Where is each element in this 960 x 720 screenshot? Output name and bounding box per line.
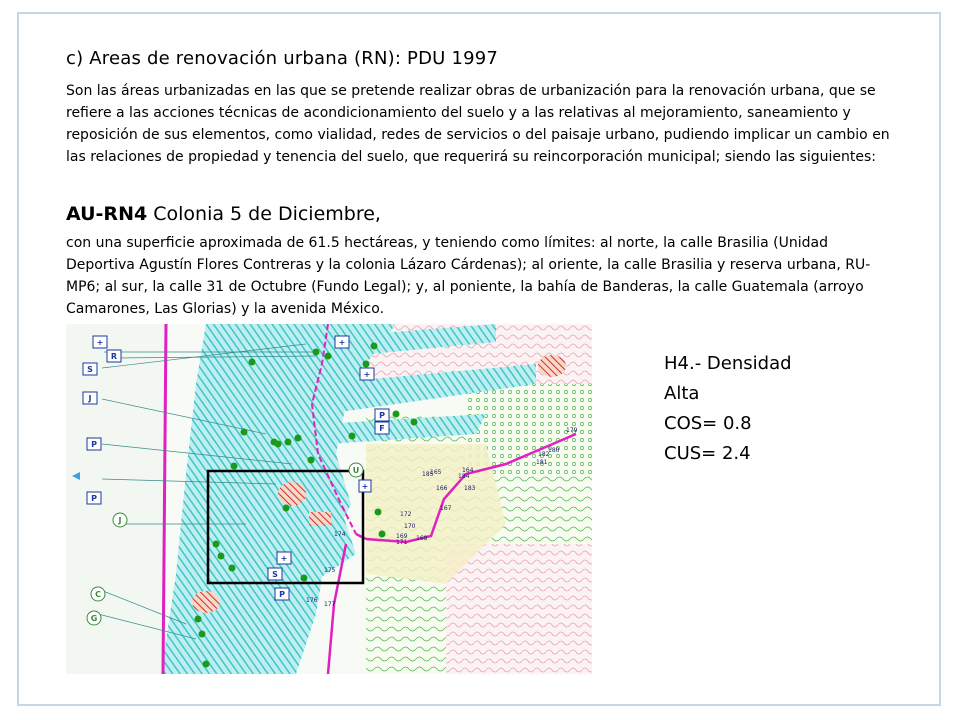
symbol-p-4 — [275, 588, 289, 600]
hatch-lot-4 — [538, 355, 566, 377]
lot-number-label: 183 — [464, 485, 476, 492]
lot-number-label: 180 — [548, 447, 560, 454]
symbol-p-1 — [87, 438, 101, 450]
svg-text:U: U — [352, 466, 360, 475]
renovation-description: Son las áreas urbanizadas en las que se pretende realizar obras de urbanización para la renovación urbana, que se refiere a las acciones técnicas de acondicionamiento del suelo y a las relativas al mejoramiento, saneamiento y reposición de sus elementos, como vialidad, redes de servicios o del paisaje urbano, pudiendo implicar un cambio en las relaciones de propiedad y tenencia del suelo, que requerirá su reincorporación municipal; siendo las siguientes: — [66, 83, 890, 165]
lot-number-label: 165 — [430, 469, 442, 476]
lot-number-label: 175 — [324, 567, 336, 574]
svg-text:P: P — [279, 590, 285, 599]
lot-number-label: 169 — [396, 533, 408, 540]
symbol-s-1 — [83, 363, 97, 375]
lot-number-label: 179 — [566, 427, 578, 434]
lot-number-label: 171 — [396, 539, 408, 546]
hill-terrain — [446, 544, 592, 674]
svg-text:+: + — [361, 482, 369, 491]
symbol-plus-5 — [277, 552, 291, 564]
density-level: Alta — [664, 383, 700, 404]
svg-text:S: S — [87, 365, 93, 374]
svg-text:C: C — [95, 590, 101, 599]
section-heading: c) Areas de renovación urbana (RN): PDU 1997 — [66, 48, 499, 69]
symbol-c — [91, 587, 105, 601]
lot-number-label: 167 — [440, 505, 452, 512]
symbol-j-2 — [113, 513, 127, 527]
zone-title — [66, 203, 381, 225]
lot-number-label: 182 — [538, 451, 550, 458]
svg-text:J: J — [118, 516, 122, 525]
hatch-lot-2 — [309, 512, 331, 526]
svg-text:G: G — [90, 614, 98, 623]
lot-number-label: 172 — [400, 511, 412, 518]
svg-text:+: + — [280, 554, 288, 563]
lot-number-label: 168 — [416, 535, 428, 542]
symbol-g — [87, 611, 101, 625]
symbol-plus-2 — [335, 336, 349, 348]
sea-area — [66, 324, 166, 674]
cus-value: CUS= 2.4 — [664, 443, 751, 464]
lot-number-label: 185 — [422, 471, 434, 478]
symbol-r — [107, 350, 121, 362]
svg-text:+: + — [338, 338, 346, 347]
density-info — [664, 349, 792, 469]
lot-number-label: 166 — [436, 485, 448, 492]
lot-number-label: 170 — [404, 523, 416, 530]
svg-text:J: J — [88, 394, 92, 403]
svg-text:+: + — [363, 370, 371, 379]
svg-text:F: F — [379, 424, 385, 433]
cos-value: COS= 0.8 — [664, 413, 752, 434]
lot-number-label: 164 — [462, 467, 474, 474]
symbol-j — [83, 392, 97, 404]
zone-description: con una superficie aproximada de 61.5 hectáreas, y teniendo como límites: al norte, la calle Brasilia (Unidad Deportiva Agustín Flores Contreras y la colonia Lázaro Cárdenas); al oriente, la calle Brasilia y reserva urbana, RU-MP6; al sur, la calle 31 de Octubre (Fundo Legal); y, al poniente, la bahía de Banderas, la calle Guatemala (arroyo Camarones, Las Glorias) y la avenida México. — [66, 235, 871, 317]
svg-text:P: P — [91, 440, 97, 449]
svg-text:P: P — [379, 411, 385, 420]
lot-number-label: 176 — [306, 597, 318, 604]
lot-number-label: 177 — [324, 601, 336, 608]
symbol-p-2 — [87, 492, 101, 504]
symbol-plus-1 — [93, 336, 107, 348]
symbol-s-2 — [268, 568, 282, 580]
svg-text:P: P — [91, 494, 97, 503]
lot-number-label: 181 — [536, 459, 548, 466]
zoning-map — [66, 324, 592, 674]
svg-text:R: R — [110, 352, 118, 361]
symbol-plus-3 — [360, 368, 374, 380]
density-title: H4.- Densidad — [664, 353, 792, 374]
lot-number-label: 174 — [334, 531, 346, 538]
symbol-f — [375, 422, 389, 434]
svg-text:+: + — [96, 338, 104, 347]
lot-number-label: 184 — [458, 473, 470, 480]
symbol-p-3 — [375, 409, 389, 421]
svg-text:S: S — [272, 570, 278, 579]
zone-name: Colonia 5 de Diciembre, — [147, 203, 381, 225]
hatch-lot-1 — [278, 482, 306, 506]
symbol-plus-4 — [359, 480, 371, 492]
symbol-u — [349, 463, 363, 477]
zoning-map-svg — [66, 324, 592, 674]
hatch-lot-3 — [192, 591, 220, 613]
zone-code: AU-RN4 — [66, 203, 148, 225]
